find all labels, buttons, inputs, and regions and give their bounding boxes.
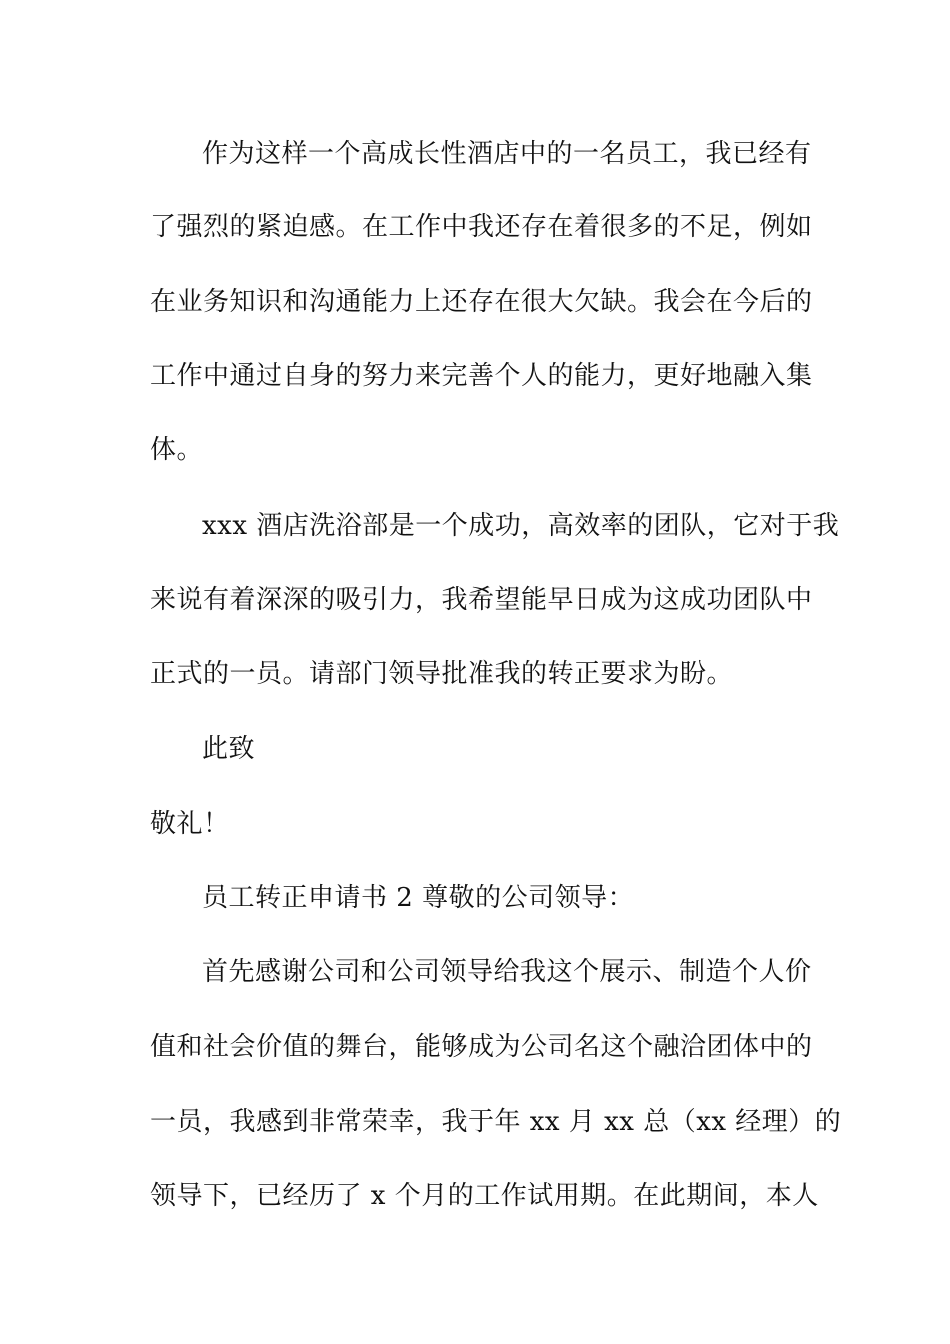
- paragraph-line: 作为这样一个高成长性酒店中的一名员工，我已经有: [202, 139, 812, 169]
- paragraph-line: 领导下，已经历了 x 个月的工作试用期。在此期间，本人: [150, 1181, 819, 1211]
- paragraph-line: 了强烈的紧迫感。在工作中我还存在着很多的不足，例如: [150, 212, 813, 242]
- heading-line: 员工转正申请书 2 尊敬的公司领导：: [202, 883, 635, 913]
- paragraph-line: 值和社会价值的舞台，能够成为公司名这个融洽团体中的: [150, 1032, 813, 1062]
- paragraph-line: xxx 酒店洗浴部是一个成功，高效率的团队，它对于我: [202, 511, 840, 541]
- paragraph-line: 正式的一员。请部门领导批准我的转正要求为盼。: [150, 659, 734, 689]
- closing-line: 此致: [202, 734, 256, 764]
- paragraph-line: 在业务知识和沟通能力上还存在很大欠缺。我会在今后的: [150, 287, 813, 317]
- paragraph-line: 体。: [150, 435, 204, 465]
- paragraph-line: 首先感谢公司和公司领导给我这个展示、制造个人价: [202, 957, 812, 987]
- salutation-line: 敬礼！: [150, 809, 230, 839]
- paragraph-line: 工作中通过自身的努力来完善个人的能力，更好地融入集: [150, 361, 813, 391]
- paragraph-line: 来说有着深深的吸引力，我希望能早日成为这成功团队中: [150, 585, 813, 615]
- paragraph-line: 一员，我感到非常荣幸，我于年 xx 月 xx 总（xx 经理）的: [150, 1107, 842, 1137]
